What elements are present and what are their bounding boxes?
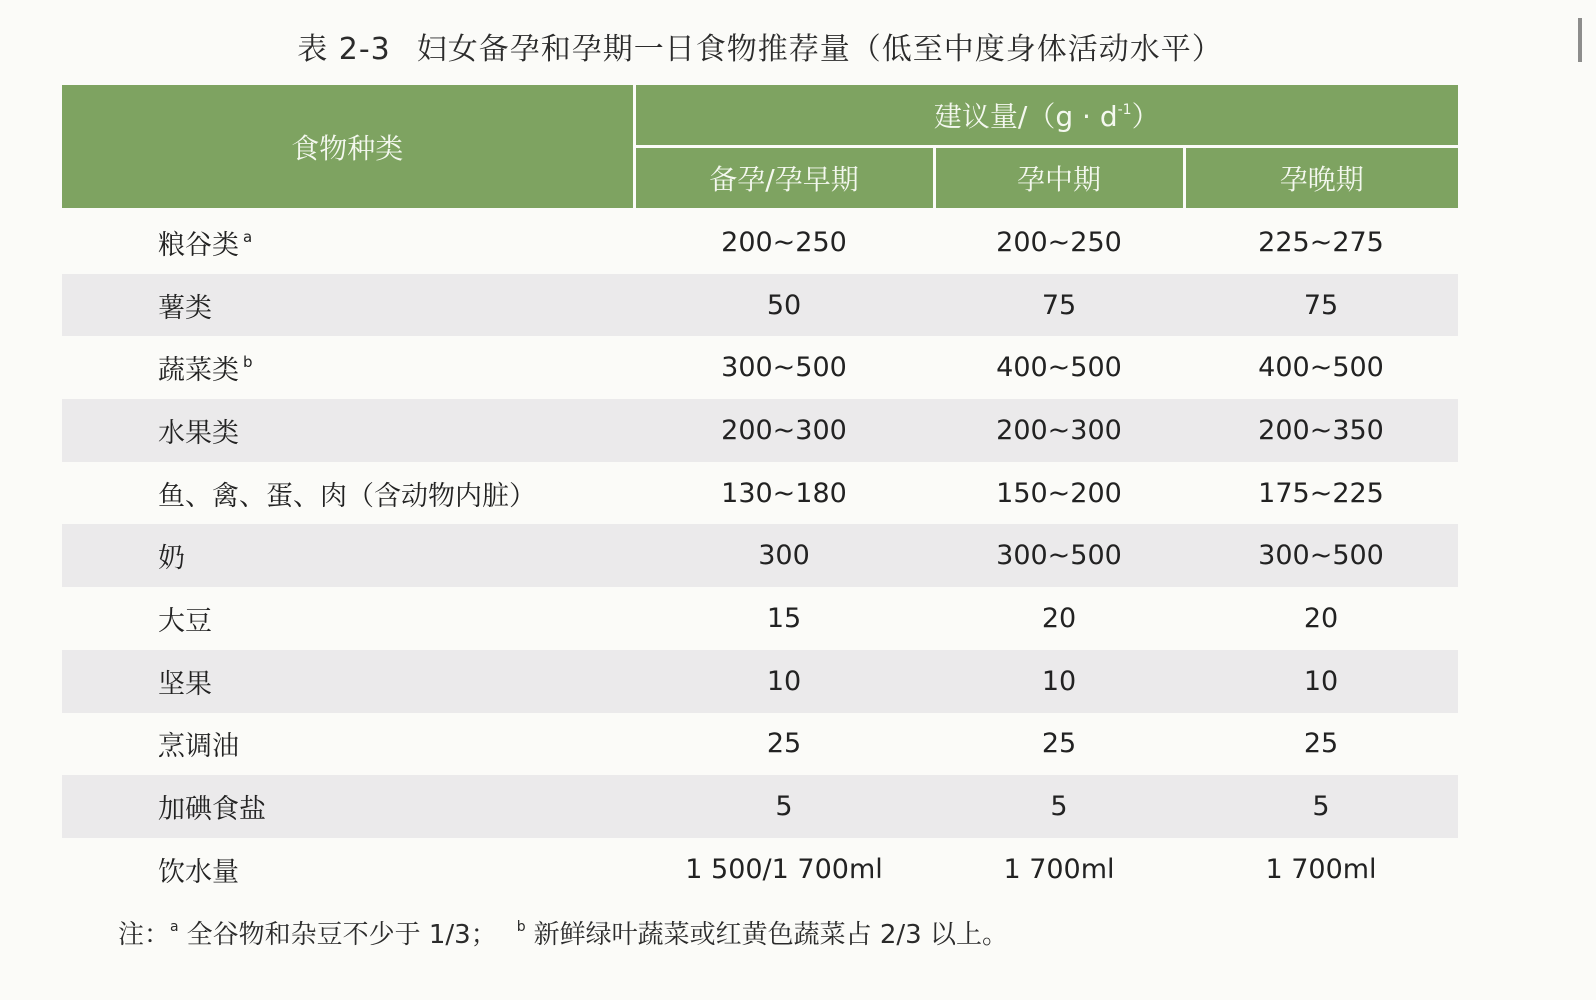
food-label: 鱼、禽、蛋、肉（含动物内脏） — [158, 480, 536, 512]
header-col-mid-pregnancy: 孕中期 — [934, 147, 1184, 210]
value-cell: 50 — [634, 274, 934, 337]
value-cell: 225~275 — [1258, 226, 1384, 258]
value-cell: 150~200 — [996, 477, 1122, 509]
value-cell: 200~250 — [996, 226, 1122, 258]
value-cell: 200~300 — [934, 399, 1184, 462]
footnote-mark: b — [243, 353, 253, 372]
value-cell: 10 — [1184, 650, 1458, 713]
value-cell: 25 — [1303, 728, 1339, 760]
food-label: 粮谷类 — [158, 229, 239, 261]
food-cell — [62, 713, 634, 776]
footnote-mark-a: a — [170, 919, 179, 935]
header-food-category: 食物种类 — [62, 84, 634, 210]
food-cell — [62, 650, 634, 713]
food-cell — [62, 775, 634, 838]
value-cell: 5 — [634, 775, 934, 838]
header-col-late-pregnancy: 孕晚期 — [1184, 147, 1458, 210]
table-row — [62, 524, 1458, 587]
table-title — [0, 24, 1520, 68]
value-cell: 300 — [634, 524, 934, 587]
value-cell: 300~500 — [721, 352, 847, 384]
footnote-text-a: 全谷物和杂豆不少于 1/3； — [186, 920, 497, 950]
table-row — [62, 399, 1458, 462]
food-label: 烹调油 — [158, 731, 239, 763]
value-cell: 25 — [1041, 728, 1077, 760]
food-label: 饮水量 — [158, 856, 239, 888]
value-cell: 1 500/1 700ml — [685, 853, 883, 885]
food-cell — [62, 336, 634, 399]
food-cell — [62, 524, 634, 587]
food-cell — [62, 838, 634, 901]
food-recommendation-table-container — [62, 82, 1458, 901]
value-cell: 75 — [1184, 274, 1458, 337]
value-cell: 15 — [766, 602, 802, 634]
table-title-text: 妇女备孕和孕期一日食物推荐量（低至中度身体活动水平） — [416, 32, 1223, 67]
value-cell: 25 — [766, 728, 802, 760]
food-label: 加碘食盐 — [158, 794, 266, 826]
table-row — [62, 210, 1458, 274]
food-recommendation-table — [62, 82, 1458, 901]
table-footnote — [118, 914, 1008, 951]
food-label: 奶 — [158, 543, 185, 575]
value-cell: 5 — [1184, 775, 1458, 838]
header-amount-exponent: -1 — [1117, 102, 1132, 118]
food-cell — [62, 210, 634, 274]
value-cell: 1 700ml — [1003, 853, 1115, 885]
header-recommended-amount — [634, 84, 1458, 147]
value-cell: 400~500 — [1258, 352, 1384, 384]
table-row — [62, 274, 1458, 337]
table-row — [62, 650, 1458, 713]
food-cell — [62, 462, 634, 525]
value-cell: 130~180 — [721, 477, 847, 509]
food-label: 薯类 — [158, 292, 212, 324]
header-col-preconception: 备孕/孕早期 — [634, 147, 934, 210]
footnote-label: 注： — [118, 920, 171, 950]
value-cell: 300~500 — [1184, 524, 1458, 587]
page-edge-mark — [1578, 18, 1596, 62]
table-row — [62, 775, 1458, 838]
value-cell: 300~500 — [934, 524, 1184, 587]
table-row — [62, 838, 1458, 901]
footnote-mark: a — [243, 227, 253, 246]
value-cell: 10 — [634, 650, 934, 713]
value-cell: 20 — [1041, 602, 1077, 634]
food-label: 蔬菜类 — [158, 355, 239, 387]
header-amount-prefix: 建议量/（g · d — [933, 100, 1118, 133]
food-cell — [62, 587, 634, 650]
table-row — [62, 462, 1458, 525]
table-row — [62, 587, 1458, 650]
footnote-mark-b: b — [516, 919, 526, 935]
footnote-text-b: 新鲜绿叶蔬菜或红黄色蔬菜占 2/3 以上。 — [533, 920, 1008, 950]
food-label: 大豆 — [158, 605, 212, 637]
value-cell: 5 — [934, 775, 1184, 838]
table-number: 表 2-3 — [297, 32, 391, 67]
value-cell: 200~300 — [634, 399, 934, 462]
value-cell: 20 — [1303, 602, 1339, 634]
value-cell: 200~350 — [1184, 399, 1458, 462]
header-amount-suffix: ） — [1131, 100, 1160, 133]
value-cell: 75 — [934, 274, 1184, 337]
food-label: 水果类 — [158, 417, 239, 449]
value-cell: 175~225 — [1258, 477, 1384, 509]
food-cell — [62, 399, 634, 462]
food-label: 坚果 — [158, 668, 212, 700]
value-cell: 10 — [934, 650, 1184, 713]
food-cell — [62, 274, 634, 337]
table-row — [62, 713, 1458, 776]
value-cell: 200~250 — [721, 226, 847, 258]
value-cell: 400~500 — [996, 352, 1122, 384]
table-row — [62, 336, 1458, 399]
value-cell: 1 700ml — [1265, 853, 1377, 885]
